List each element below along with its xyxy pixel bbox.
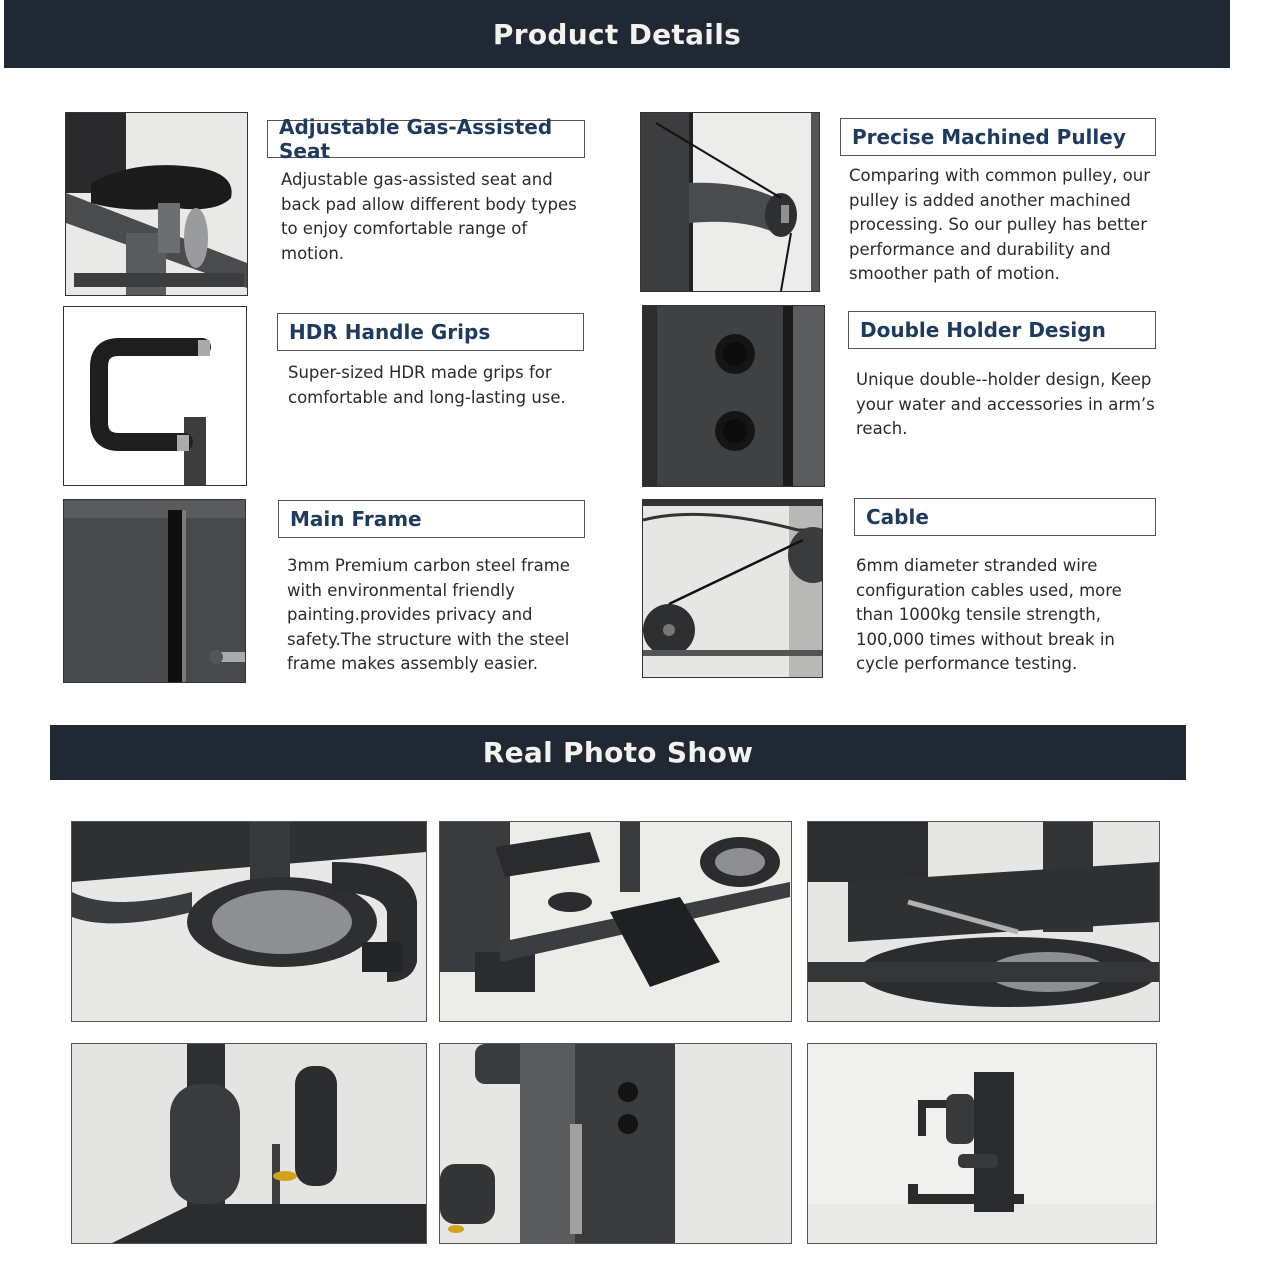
real-photo-show-heading: Real Photo Show	[482, 736, 754, 769]
product-details-banner	[4, 0, 1230, 68]
foot-plate-icon	[440, 822, 791, 1021]
handle-grips-image	[63, 306, 247, 486]
weight-stack-icon	[440, 1044, 791, 1243]
rotary-base-icon	[808, 822, 1159, 1021]
pulley-icon	[641, 113, 819, 291]
holder-image	[642, 305, 825, 487]
product-details-heading: Product Details	[492, 17, 742, 51]
photo-back-pad	[71, 1043, 427, 1244]
pulley-title-text: Precise Machined Pulley	[852, 125, 1126, 149]
back-pad-icon	[72, 1044, 426, 1243]
main-frame-description: 3mm Premium carbon steel frame with environmental friendly painting.provides privacy and safety.The structure with the steel frame makes assembly easier.	[287, 556, 570, 673]
main-frame-title-text: Main Frame	[290, 507, 422, 531]
photo-weight-stack	[439, 1043, 792, 1244]
seat-title-text: Adjustable Gas-Assisted Seat	[279, 115, 553, 163]
main-frame-image	[63, 499, 246, 683]
main-frame-title	[278, 500, 585, 538]
seat-image	[65, 112, 248, 296]
seat-description: Adjustable gas-assisted seat and back pad allow different body types to enjoy comfortable range of motion.	[281, 170, 577, 263]
handle-grips-title	[277, 313, 584, 351]
base-plate-icon	[72, 822, 426, 1021]
seat-icon	[66, 113, 247, 295]
photo-foot-plate	[439, 821, 792, 1022]
cable-image	[642, 499, 823, 678]
seat-title	[267, 115, 585, 163]
cable-title	[854, 498, 1156, 536]
cable-title-text: Cable	[866, 505, 929, 529]
photo-rotary-base	[807, 821, 1160, 1022]
cable-description: 6mm diameter stranded wire configuration cables used, more than 1000kg tensile strength, 100,000 times without break in cycle performance testing.	[856, 556, 1122, 673]
pulley-image	[640, 112, 820, 292]
pulley-title	[840, 118, 1156, 156]
machine-icon	[808, 1044, 1156, 1243]
holder-title-text: Double Holder Design	[860, 318, 1106, 342]
cable-icon	[643, 500, 822, 677]
handle-grips-description: Super-sized HDR made grips for comfortable and long-lasting use.	[288, 363, 566, 407]
holder-title	[848, 311, 1156, 349]
photo-base-plate	[71, 821, 427, 1022]
frame-icon	[64, 500, 245, 682]
holder-description: Unique double--holder design, Keep your water and accessories in arm’s reach.	[856, 370, 1155, 438]
photo-full-machine	[807, 1043, 1157, 1244]
handle-grips-title-text: HDR Handle Grips	[289, 320, 491, 344]
pulley-description: Comparing with common pulley, our pulley is added another machined processing. So our pulley has better performance and durability and smoother path of motion.	[849, 166, 1151, 283]
handle-grip-icon	[64, 307, 246, 485]
holder-icon	[643, 306, 824, 486]
real-photo-show-banner	[50, 725, 1186, 780]
